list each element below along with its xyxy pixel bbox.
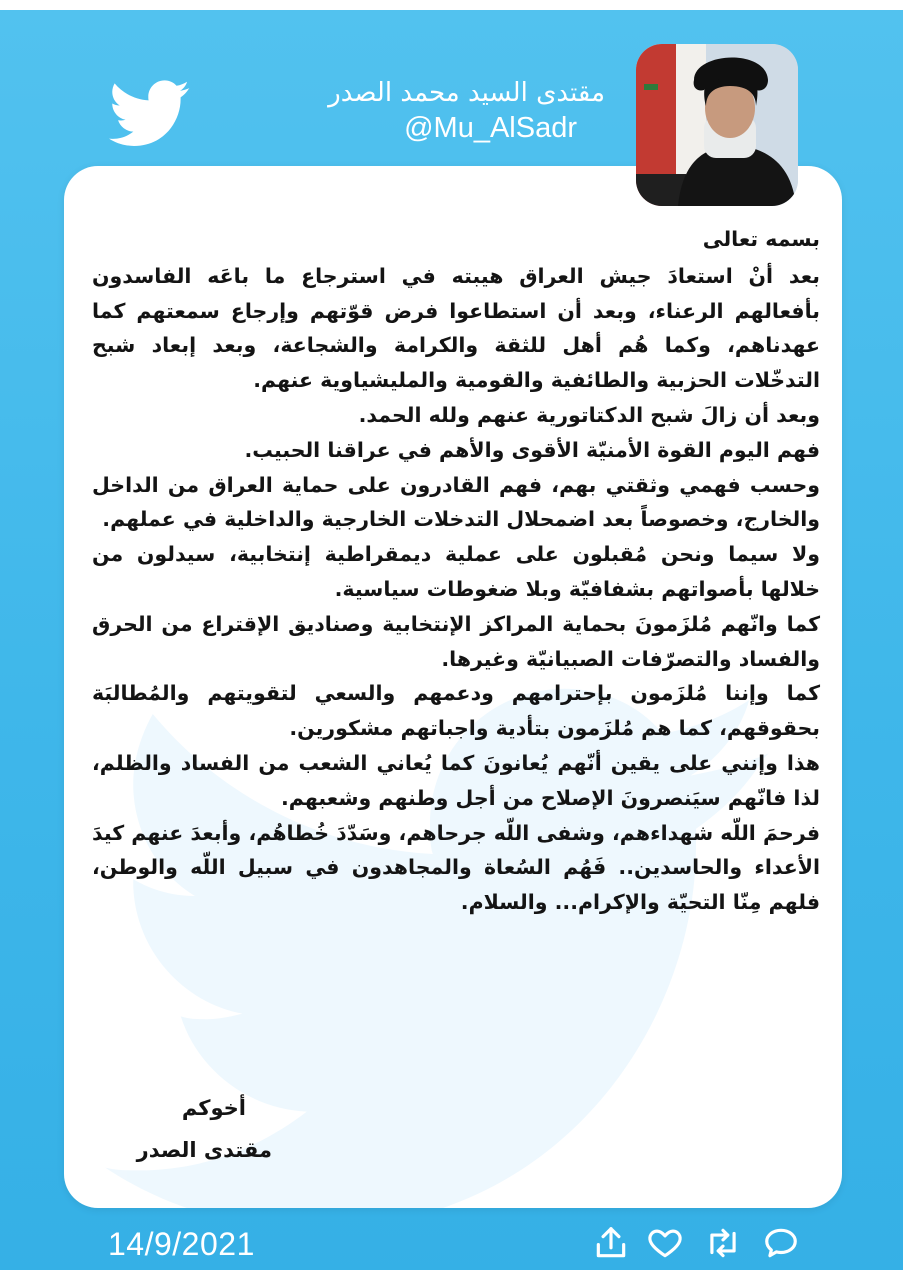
reply-icon[interactable] [762, 1224, 800, 1262]
tweet-paragraph-5: ولا سيما ونحن مُقبلون على عملية ديمقراطية إنتخابية، سيدلون من خلالها بأصواتهم بشفافيّة وبلا ضغوطات سياسية. [92, 542, 820, 601]
tweet-actions [592, 1224, 802, 1264]
tweet-date: 14/9/2021 [108, 1226, 255, 1262]
tweet-paragraph-1: بعد أنْ استعادَ جيش العراق هيبته في استرجاع ما باعَه الفاسدون بأفعالهم الرعناء، وبعد أن استطاعوا فرض قوّتهم وإرجاع سمعتهم كما عهدناهم، وكما هُم أهل للثقة والكرامة والشجاعة، وبعد إبعاد شبح التدخّلات الحزبية والطائفية والقومية والمليشياوية عنهم. [92, 263, 820, 393]
tweet-paragraph-4: وحسب فهمي وثقتي بهم، فهم القادرون على حماية العراق من الداخل والخارج، وخصوصاً بعد اضمحلال التدخلات الخارجية والداخلية في عملهم. [92, 472, 820, 532]
tweet-paragraph-7: كما وإننا مُلزَمون بإحترامهم ودعمهم والسعي لتقويتهم والمُطالبَة بحقوقهم، كما هم مُلزَمون بتأدية واجباتهم مشكورين. [92, 681, 820, 741]
tweet-card [64, 166, 842, 1208]
tweet-paragraph-9: فرحمَ اللّه شهداءهم، وشفى اللّه جرحاهم، وسَدّدَ خُطاهُم، وأبعدَ عنهم كيدَ الأعداء والحاسدين.. فَهُم السُعاة والمجاهدون في سبيل اللّه والوطن، فلهم مِنّا التحيّة والإكرام... والسلام. [92, 820, 820, 915]
avatar-illustration [636, 44, 798, 206]
share-icon[interactable] [592, 1224, 630, 1262]
bottom-white-border [0, 1270, 903, 1280]
signoff: أخوكم [181, 1096, 246, 1120]
tweet-paragraph-3: فهم اليوم القوة الأمنيّة الأقوى والأهم في عراقنا الحبيب. [244, 437, 820, 462]
tweet-paragraph-2: وبعد أن زالَ شبح الدكتاتورية عنهم ولله الحمد. [358, 402, 820, 427]
profile-photo[interactable] [636, 44, 798, 206]
top-white-border [0, 0, 903, 10]
tweet-body [92, 222, 820, 920]
profile-handle[interactable]: @Mu_AlSadr [404, 112, 577, 144]
twitter-bird-icon [108, 80, 192, 148]
tweet-paragraph-8: هذا وإنني على يقين أنّهم يُعانونَ كما يُعاني الشعب من الفساد والظلم، لذا فانّهم سيَنصرونَ الإصلاح من أجل وطنهم وشعبهم. [92, 750, 820, 810]
retweet-icon[interactable] [704, 1224, 742, 1262]
like-heart-icon[interactable] [646, 1224, 684, 1262]
signature: مقتدى الصدر [136, 1138, 272, 1162]
tweet-opening: بسمه تعالى [702, 227, 820, 251]
profile-display-name[interactable]: مقتدى السيد محمد الصدر [328, 78, 605, 108]
tweet-paragraph-6: كما وانّهم مُلزَمونَ بحماية المراكز الإنتخابية وصناديق الإقتراع من الحرق والفساد والتصرّفات الصبيانيّة وغيرها. [92, 611, 820, 671]
